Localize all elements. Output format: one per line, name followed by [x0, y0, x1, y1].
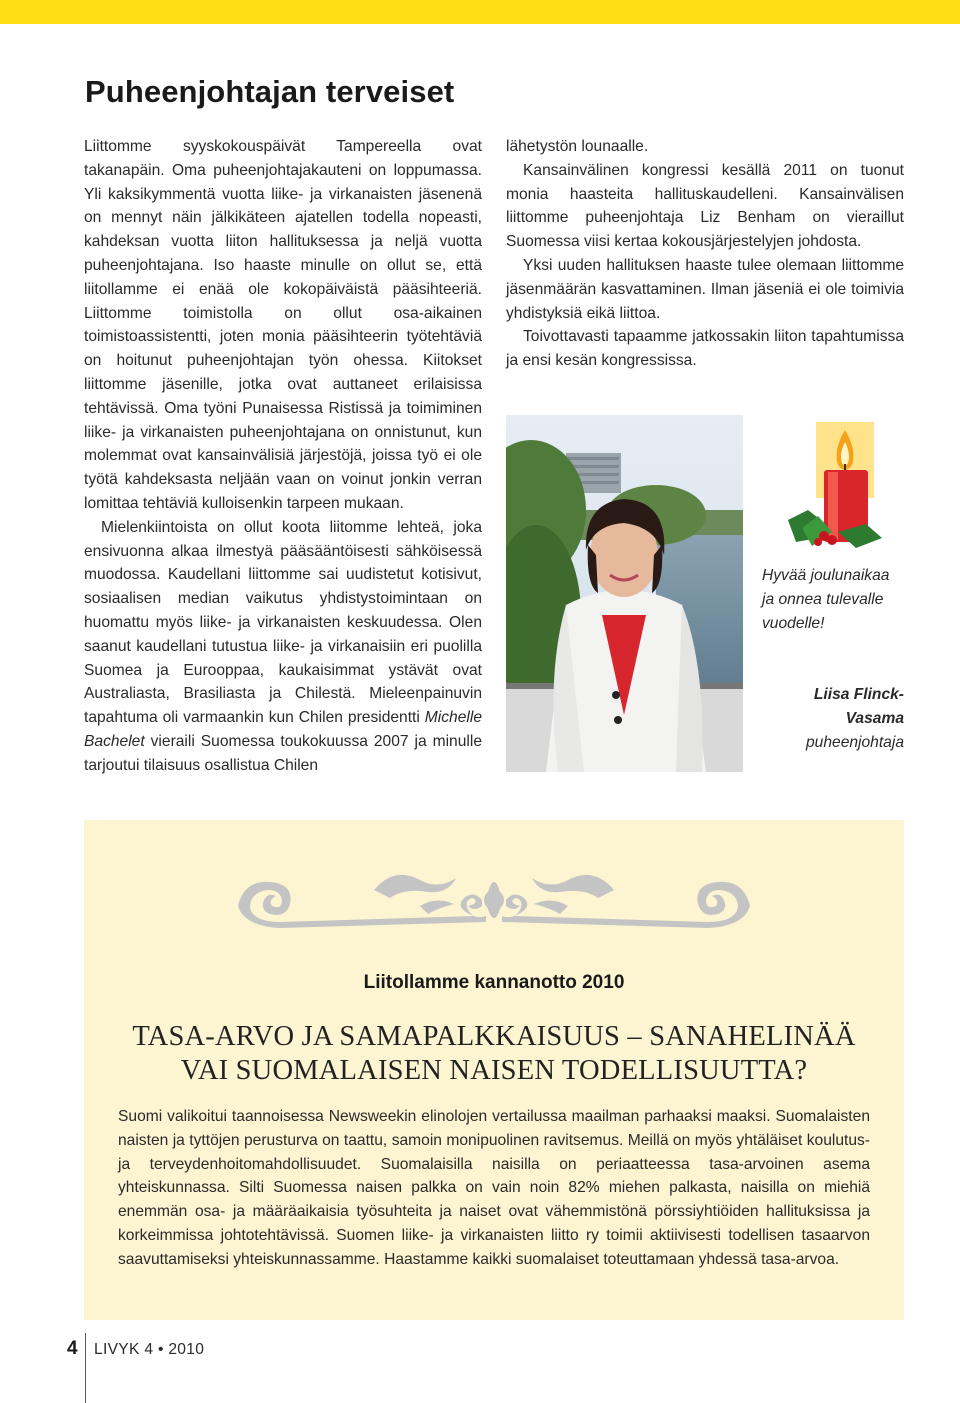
- article-paragraph-1: Liittomme syyskokouspäivät Tampereella ovat takanapäin. Oma puheenjohtajakauteni on loppumassa. Yli kaksikymmentä vuotta liike- ja virkanaisten jäsenenä on mennyt näin jälkikäteen ajatellen todella nopeasti, kahdeksan vuotta liiton hallituksessa ja neljä vuotta puheenjohtajana. Iso haaste minulle on ollut se, että liitollamme ei enää ole kokopäiväistä pääsihteeriä. Liittomme toimistolla on ollut osa-aikainen toimistoassistentti, joten monia pääsihteerin työtehtäviä on hoitunut puheenjohtajan työn ohessa. Kiitokset liittomme jäsenille, jotka ovat auttaneet erilaisissa tehtävissä. Oma työni Punaisessa Ristissä ja toimiminen liike- ja virkanaisten puheenjohtajana on onnistunut, kun molemmat ovat kansainvälisiä järjestöjä, joissa työ ei ole työtä kahdeksasta neljään vaan on voinut jonkin verran lomittaa tehtäviä kulloisenkin tarpeen mukaan.: [84, 138, 482, 512]
- ornament-icon: [224, 860, 764, 940]
- holiday-greeting: Hyvää joulunaikaa ja onnea tulevalle vuodelle!: [762, 567, 890, 632]
- statement-headline: [84, 1020, 904, 1088]
- page-title: Puheenjohtajan terveiset: [85, 74, 455, 109]
- article-paragraph-2-tail: vieraili Suomessa toukokuussa 2007 ja minulle tarjoutui tilaisuus osallistua Chilen: [84, 732, 482, 774]
- article-paragraph-5: Yksi uuden hallituksen haaste tulee olemaan liittomme jäsenmäärän kasvattaminen. Ilman jäseniä ei ole toimivia yhdistyksiä eikä liittoa.: [506, 256, 904, 322]
- candle-illustration: [778, 420, 896, 555]
- article-left-column: [84, 135, 482, 778]
- statement-subtitle: Liitollamme kannanotto 2010: [363, 972, 625, 993]
- top-color-bar: [0, 0, 960, 24]
- statement-headline-line-1: TASA-ARVO JA SAMAPALKKAISUUS – SANAHELINÄÄ: [132, 1021, 856, 1052]
- statement-box: [84, 820, 904, 1320]
- signature-block: [760, 683, 904, 754]
- publication-info: LIVYK 4 • 2010: [94, 1341, 205, 1358]
- signature-role: puheenjohtaja: [806, 733, 904, 751]
- article-paragraph-3: lähetystön lounaalle.: [506, 138, 649, 155]
- author-photo: [506, 415, 743, 772]
- article-right-column: [506, 135, 904, 373]
- signature-name: Liisa Flinck-Vasama: [813, 686, 904, 727]
- article-paragraph-6: Toivottavasti tapaamme jatkossakin liiton tapahtumissa ja ensi kesän kongressissa.: [506, 328, 904, 370]
- statement-headline-line-2: VAI SUOMALAISEN NAISEN TODELLISUUTTA?: [180, 1055, 808, 1086]
- article-paragraph-4: Kansainvälinen kongressi kesällä 2011 on tuonut monia haasteita hallituskaudelleni. Kansainvälisen liittomme puheenjohtaja Liz Benham on vieraillut Suomessa viisi kertaa kokousjärjestelyjen johdosta.: [506, 161, 904, 251]
- footer-divider: [85, 1333, 86, 1403]
- statement-body: Suomi valikoitui taannoisessa Newsweekin elinolojen vertailussa maailman parhaaksi maaksi. Suomalaisten naisten ja tyttöjen perusturva on taattu, samoin monipuolinen ravitsemus. Meillä on myös yhtäläiset koulutus- ja terveydenhoitomahdollisuudet. Suomalaisilla naisilla on periaatteessa tasa-arvoinen asema yhteiskunnassa. Silti Suomessa naisen palkka on vain noin 82% miehen palkasta, naisilla on miehiä enemmän osa- ja määräaikaisia työsuhteita ja naiset ovat vähemmistönä pörssiyhtiöiden hallituksissa ja korkeimmissa johtotehtävissä. Suomen liike- ja virkanaisten liitto ry toimii aktiivisesti todellisen tasaarvon saavuttamiseksi yhteiskunnassamme. Haastamme kaikki suomalaiset toteuttamaan yhdessä tasa-arvoa.: [118, 1108, 870, 1268]
- page-number: 4: [67, 1338, 78, 1359]
- italic-name: Michelle Bachelet: [84, 709, 482, 750]
- article-paragraph-2-text: Mielenkiintoista on ollut koota liitomme lehteä, joka ensivuonna alkaa ilmestyä pääsääntöisesti sähköisessä muodossa. Kaudellani liittomme sai uudistetut kotisivut, sosiaalisen median vaikutus yhdistystoimintaan on huomattu myös liike- ja virkanaisten keskuudessa. Olen saanut kaudellani tutustua liike- ja virkanaisiin eri puolilla Suomea ja Eurooppaa, kaukaisimmat ystävät ovat Australiasta, Brasiliasta ja Chilestä. Mieleenpainuvin tapahtuma oli varmaankin kun Chilen presidentti: [84, 518, 482, 727]
- article-paragraph-2: [84, 516, 482, 778]
